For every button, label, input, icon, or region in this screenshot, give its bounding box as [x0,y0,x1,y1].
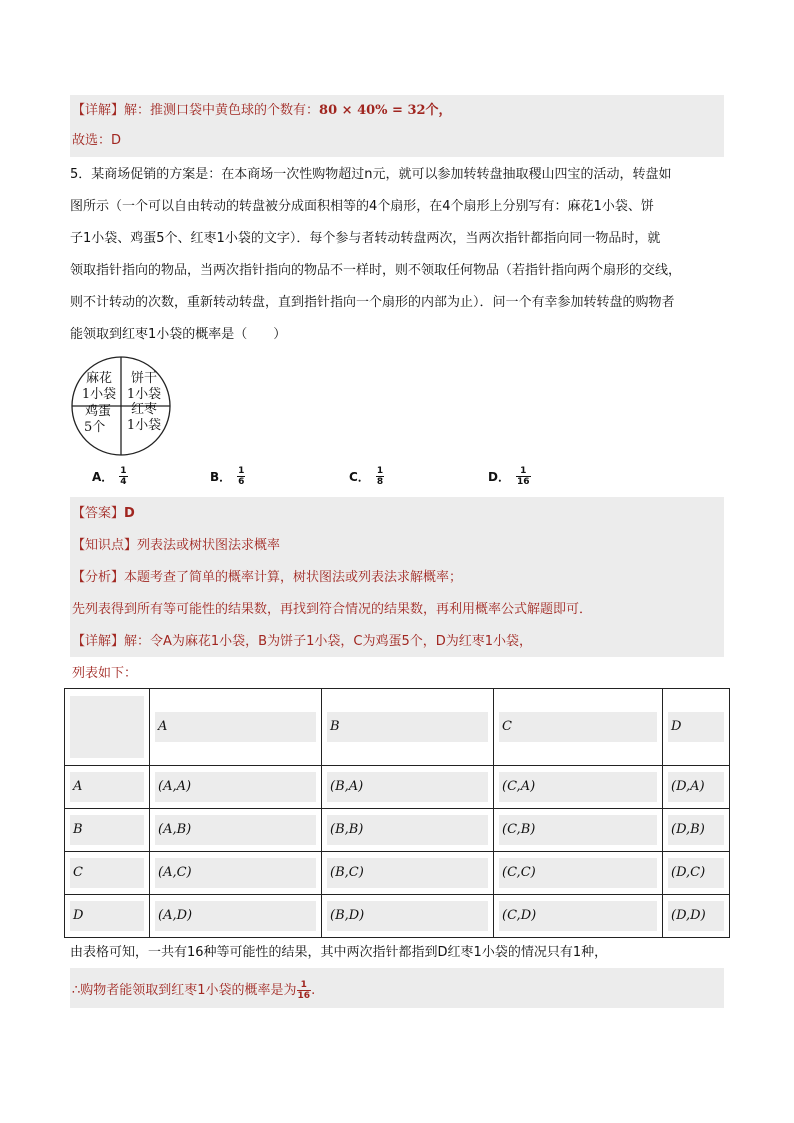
table-cell [494,852,663,895]
analysis-line-2: 先列表得到所有等可能性的结果数，再找到符合情况的结果数，再利用概率公式解题即可． [72,602,593,617]
knowledge-text: 列表法或树状图法求概率 [137,538,281,553]
prev-detail-line [72,101,452,121]
table-cell [494,766,663,809]
wheel-label-line: 1小袋 [126,418,162,433]
table-cell [494,895,663,938]
table-row-label: B [70,815,144,845]
fraction-numerator: 1 [376,466,384,476]
table-row-label: C [70,858,144,888]
wheel-label-line: 红枣 [130,402,157,417]
fraction-denominator: 6 [238,477,245,487]
analysis-line [72,568,462,588]
fraction-numerator: 1 [516,466,531,477]
option-label: C． [349,470,370,484]
table-header-cell [663,689,730,766]
table-cell-value: (B,A) [327,772,488,802]
option-fraction [119,466,127,487]
knowledge-line [72,536,280,556]
table-corner-cell [70,696,144,758]
wheel-label-line: 麻花 [85,371,112,386]
detail-text: 解：令A为麻花1小袋，B为饼子1小袋，C为鸡蛋5个，D为红枣1小袋， [124,634,532,649]
table-cell-value: (B,D) [327,901,488,931]
detail-formula: 80 × 40% = 32个， [319,103,452,118]
conclusion-end: . [311,983,316,998]
table-cell [322,895,494,938]
outcome-table [64,688,730,938]
table-header-label: D [668,712,724,742]
table-cell [65,852,150,895]
table-header-label: A [155,712,316,742]
conclusion-line-1: 由表格可知，一共有16种等可能性的结果，其中两次指针都指到D红枣1小袋的情况只有1种， [70,945,608,960]
table-header-label: B [327,712,488,742]
table-cell-value: (C,A) [499,772,657,802]
wheel-label-line: 5个 [84,420,106,435]
fraction-denominator: 16 [297,991,311,1001]
table-cell-value: (A,A) [155,772,316,802]
wheel-label-line: 饼干 [130,371,157,386]
question-line: 图所示（一个可以自由转动的转盘被分成面积相等的4个扇形，在4个扇形上分别写有：麻花1小袋、饼 [70,199,654,214]
answer-line [72,504,135,524]
analysis-text: 本题考查了简单的概率计算，树状图法或列表法求解概率； [124,570,463,585]
table-cell-value: (A,D) [155,901,316,931]
table-cell-value: (C,B) [499,815,657,845]
question-line: 则不计转动的次数，重新转动转盘，直到指针指向一个扇形的内部为止）．问一个有幸参加转转盘的购物者 [70,295,675,310]
answer-tag: 【答案】 [72,506,125,521]
fraction-numerator: 1 [238,466,245,476]
table-cell [150,895,322,938]
question-line: 子1小袋、鸡蛋5个、红枣1小袋的文字）．每个参与者转动转盘两次，当两次指针都指向同一物品时，就 [70,231,661,246]
option-fraction [516,466,531,487]
table-cell [663,766,730,809]
table-cell-value: (D,D) [668,901,724,931]
table-cell-value: (B,B) [327,815,488,845]
table-cell [322,766,494,809]
detail-line [72,632,532,652]
table-cell [494,809,663,852]
table-header-cell [494,689,663,766]
table-header-cell [150,689,322,766]
fraction-denominator: 4 [120,477,127,487]
wheel-label-line: 1小袋 [126,387,162,402]
fraction-denominator: 8 [376,477,384,487]
table-cell-value: (A,B) [155,815,316,845]
wheel-sector-top-right [122,371,166,403]
table-cell [663,895,730,938]
table-header-row [65,689,730,766]
option-label: D． [488,470,510,484]
fraction-denominator: 16 [516,477,530,487]
table-cell-value: (B,C) [327,858,488,888]
table-cell [150,852,322,895]
table-row [65,766,730,809]
table-cell-value: (D,B) [668,815,724,845]
option-label: B． [210,470,232,484]
table-cell [663,809,730,852]
table-cell-value: (A,C) [155,858,316,888]
option-c[interactable] [349,466,384,487]
table-row [65,852,730,895]
option-a[interactable] [92,466,128,487]
detail-line-2: 列表如下： [72,666,138,681]
wheel-label-line: 1小袋 [81,387,117,402]
table-cell [150,809,322,852]
table-cell-value: (C,C) [499,858,657,888]
table-cell [150,766,322,809]
question-line: 领取指针指向的物品，当两次指针指向的物品不一样时，则不领取任何物品（若指针指向两个扇形的交线， [70,263,682,278]
option-d[interactable] [488,466,531,487]
knowledge-tag: 【知识点】 [72,538,138,553]
table-cell [65,766,150,809]
question-line: 能领取到红枣1小袋的概率是（ ） [70,327,287,342]
option-fraction [237,466,245,487]
wheel-sector-bottom-left [76,404,120,436]
table-cell [65,809,150,852]
table-header-cell [65,689,150,766]
conclusion-line-2 [72,980,315,1001]
table-header-label: C [499,712,657,742]
table-cell-value: (D,A) [668,772,724,802]
table-cell-value: (D,C) [668,858,724,888]
conclusion-text: ∴购物者能领取到红枣1小袋的概率是为 [72,983,297,998]
table-row-label: D [70,901,144,931]
detail-tag: 【详解】 [72,103,125,118]
table-cell [65,895,150,938]
conclusion-fraction [297,980,312,1001]
table-cell [322,852,494,895]
detail-text: 解：推测口袋中黄色球的个数有： [124,103,320,118]
answer-value: D [124,506,135,521]
table-cell [663,852,730,895]
fraction-numerator: 1 [297,980,312,991]
option-fraction [376,466,384,487]
wheel-sector-bottom-right [122,402,166,434]
analysis-tag: 【分析】 [72,570,125,585]
table-row-label: A [70,772,144,802]
option-label: A． [92,470,114,484]
option-b[interactable] [210,466,245,487]
table-header-cell [322,689,494,766]
question-line: 5．某商场促销的方案是：在本商场一次性购物超过n元，就可以参加转转盘抽取稷山四宝的活动，转盘如 [70,167,672,182]
fraction-numerator: 1 [120,466,127,476]
table-row [65,895,730,938]
table-cell [322,809,494,852]
wheel-sector-top-left [77,371,121,403]
table-row [65,809,730,852]
detail-tag: 【详解】 [72,634,125,649]
wheel-label-line: 鸡蛋 [84,404,111,419]
choose-line: 故选：D [72,133,122,148]
table-cell-value: (C,D) [499,901,657,931]
